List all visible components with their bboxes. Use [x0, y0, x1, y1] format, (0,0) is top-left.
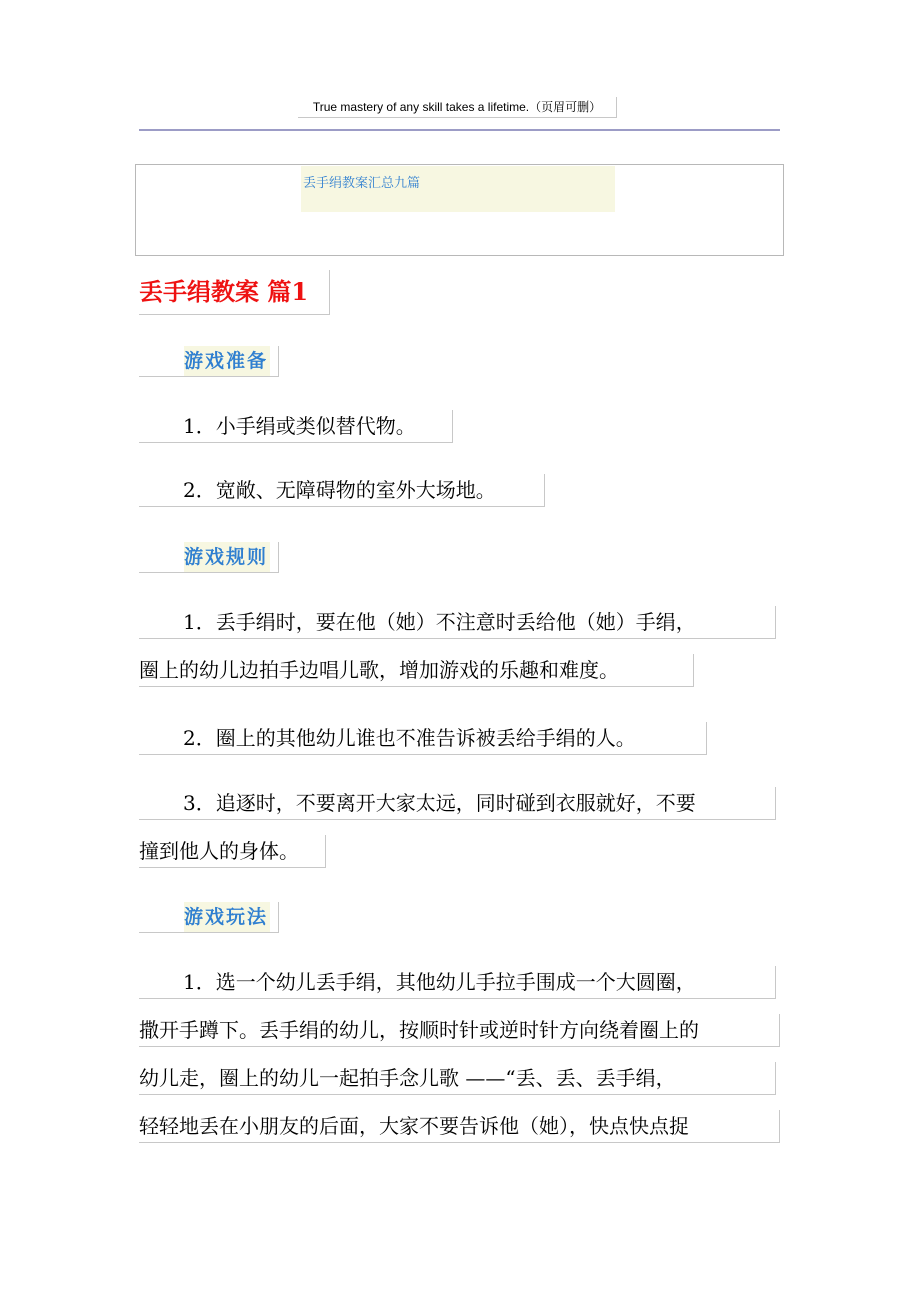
- section-title: 丢手绢教案 篇1: [139, 270, 330, 315]
- paragraph-line: 幼儿走，圈上的幼儿一起拍手念儿歌 ——“丢、丢、丢手绢，: [139, 1062, 776, 1095]
- document-title: 丢手绢教案汇总九篇: [301, 166, 615, 212]
- paragraph-line: 2．圈上的其他幼儿谁也不准告诉被丢给手绢的人。: [139, 722, 707, 755]
- subsection-heading-preparation: [139, 346, 279, 377]
- paragraph-line: 2．宽敞、无障碍物的室外大场地。: [139, 474, 545, 507]
- paragraph-line: 轻轻地丢在小朋友的后面，大家不要告诉他（她），快点快点捉: [139, 1110, 780, 1143]
- header-rule: [139, 129, 780, 131]
- page-header: True mastery of any skill takes a lifetime.（页眉可删）: [298, 97, 617, 118]
- paragraph-line: 1．选一个幼儿丢手绢，其他幼儿手拉手围成一个大圆圈，: [139, 966, 776, 999]
- paragraph-line: 撞到他人的身体。: [139, 835, 326, 868]
- subsection-heading-text: 游戏规则: [184, 542, 270, 572]
- paragraph-line: 1．丢手绢时，要在他（她）不注意时丢给他（她）手绢，: [139, 606, 776, 639]
- subsection-heading-text: 游戏准备: [184, 346, 270, 376]
- paragraph-line: 3．追逐时，不要离开大家太远，同时碰到衣服就好，不要: [139, 787, 776, 820]
- subsection-heading-gameplay: [139, 902, 279, 933]
- paragraph-line: 撒开手蹲下。丢手绢的幼儿，按顺时针或逆时针方向绕着圈上的: [139, 1014, 780, 1047]
- subsection-heading-rules: [139, 542, 279, 573]
- subsection-heading-text: 游戏玩法: [184, 902, 270, 932]
- paragraph-line: 圈上的幼儿边拍手边唱儿歌，增加游戏的乐趣和难度。: [139, 654, 694, 687]
- paragraph-line: 1．小手绢或类似替代物。: [139, 410, 453, 443]
